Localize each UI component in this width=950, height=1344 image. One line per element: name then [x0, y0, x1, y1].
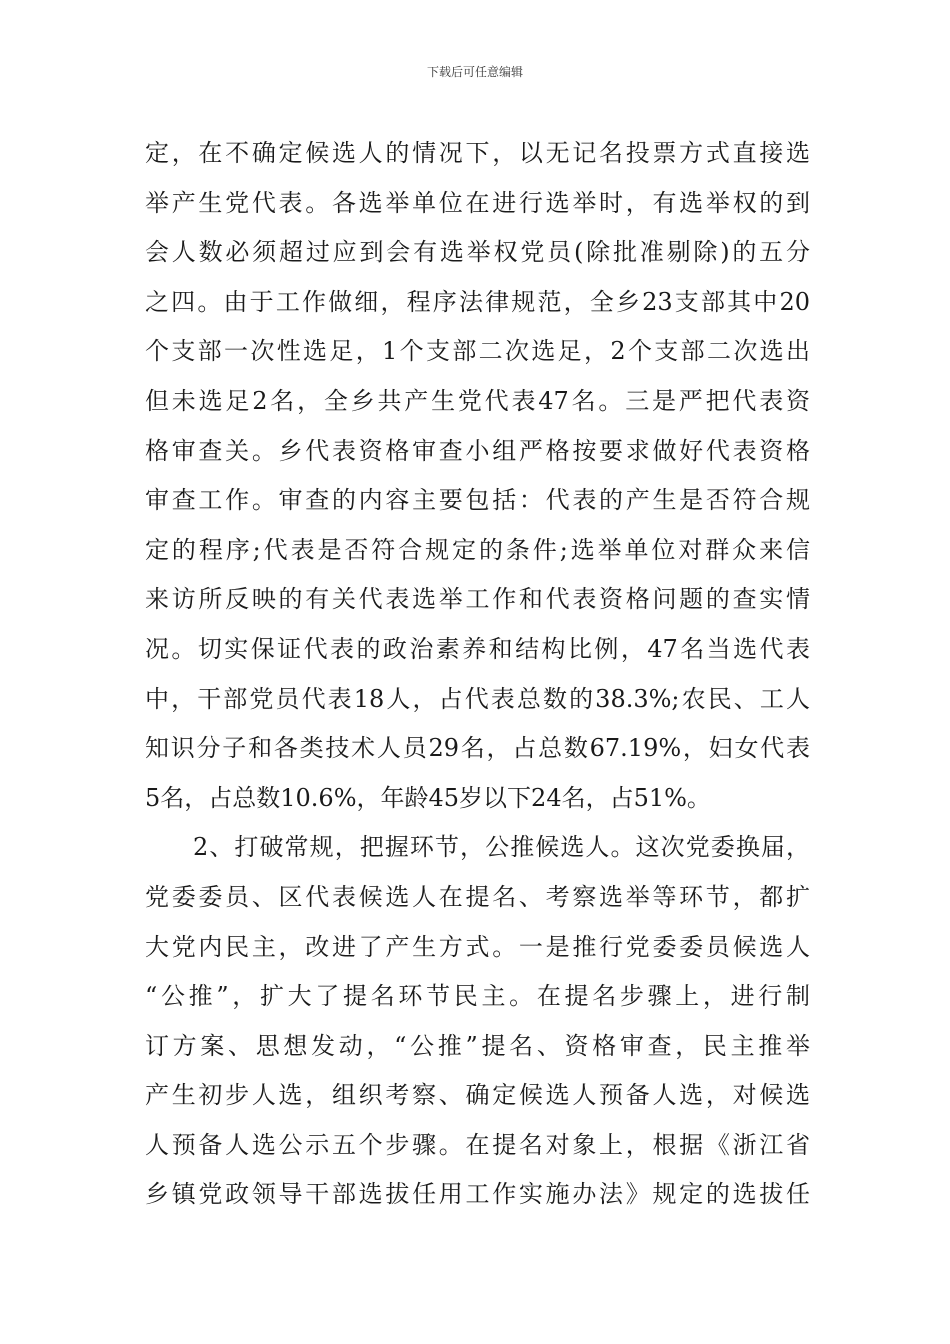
text-line: 5名，占总数10.6%，年龄45岁以下24名，占51%。	[145, 783, 711, 812]
text-line: 个支部一次性选足，1个支部二次选足，2个支部二次选出	[145, 337, 810, 366]
text-line: 产生初步人选，组织考察、确定候选人预备人选，对候选	[145, 1081, 810, 1110]
text-line: 审查工作。审查的内容主要包括：代表的产生是否符合规	[145, 486, 810, 515]
text-line: 中，干部党员代表18人，占代表总数的38.3%;农民、工人	[145, 684, 810, 713]
text-line: 况。切实保证代表的政治素养和结构比例，47名当选代表	[145, 634, 810, 663]
text-line: 举产生党代表。各选举单位在进行选举时，有选举权的到	[145, 188, 810, 217]
page-header-note: 下载后可任意编辑	[426, 65, 523, 79]
text-line: 知识分子和各类技术人员29名，占总数67.19%，妇女代表	[145, 734, 810, 763]
text-line: 人预备人选公示五个步骤。在提名对象上，根据《浙江省	[145, 1130, 810, 1159]
text-line: 会人数必须超过应到会有选举权党员(除批准剔除)的五分	[145, 238, 810, 267]
text-line: 2、打破常规，把握环节，公推候选人。这次党委换届，	[193, 833, 810, 862]
text-line: 但未选足2名，全乡共产生党代表47名。三是严把代表资	[145, 386, 810, 415]
text-line: 大党内民主，改进了产生方式。一是推行党委委员候选人	[145, 932, 810, 961]
text-line: “公推”，扩大了提名环节民主。在提名步骤上，进行制	[145, 982, 810, 1011]
body-text	[145, 129, 810, 1220]
text-line: 订方案、思想发动，“公推”提名、资格审查，民主推举	[145, 1031, 810, 1060]
text-line: 党委委员、区代表候选人在提名、考察选举等环节，都扩	[145, 882, 810, 911]
text-line: 定的程序;代表是否符合规定的条件;选举单位对群众来信	[145, 535, 810, 564]
text-line: 来访所反映的有关代表选举工作和代表资格问题的查实情	[145, 585, 810, 614]
text-line: 之四。由于工作做细，程序法律规范，全乡23支部其中20	[145, 287, 810, 316]
text-line: 定，在不确定候选人的情况下，以无记名投票方式直接选	[145, 139, 810, 167]
text-line: 格审查关。乡代表资格审查小组严格按要求做好代表资格	[145, 436, 810, 465]
text-line: 乡镇党政领导干部选拔任用工作实施办法》规定的选拔任	[145, 1180, 810, 1209]
